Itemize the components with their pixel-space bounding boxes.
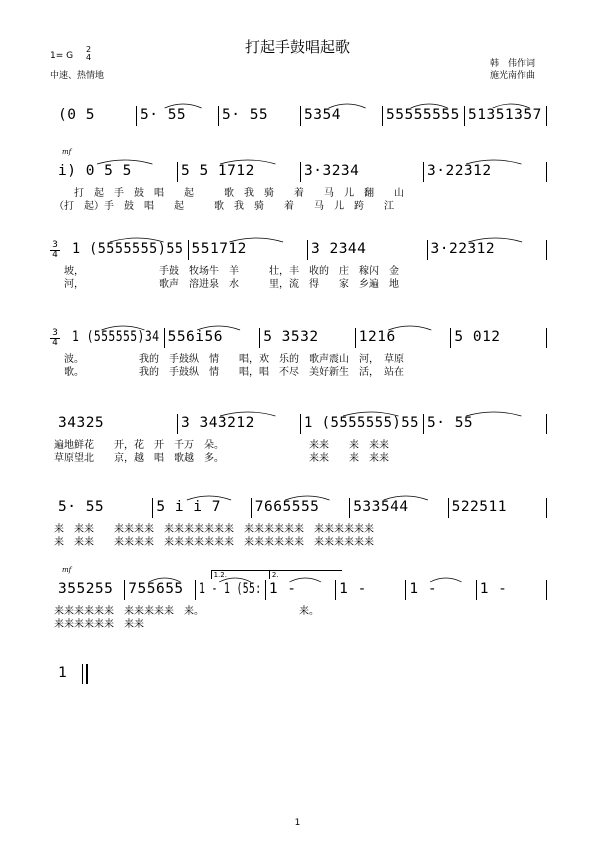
slur-marks [54,156,546,166]
score-system [54,238,546,298]
measure-notes: 755655 [128,581,184,597]
score-system [54,104,546,130]
lyric-line: 来来来来来来 来来来来来 来。 来。 [54,606,319,617]
slur [110,238,164,242]
slur [187,496,231,500]
measure-notes: 5354 [304,107,341,123]
slur [149,578,181,582]
barline [546,328,547,348]
page-number: 1 [294,818,301,828]
time-signature-bottom: 4 [52,338,58,348]
measure-notes: 5· 55 [222,107,269,123]
measure-notes: 5 i i 7 [156,499,221,515]
score-system [54,412,546,472]
barline [546,580,547,600]
measure-notes: 5 5 1712 [181,163,255,179]
time-signature [86,46,91,62]
measure-notes: 1 - [479,581,508,597]
slur [229,238,283,242]
slur [220,412,275,416]
measure-notes: 533544 [353,499,409,515]
measure-notes: 5· 55 [427,415,474,431]
measure-notes: 1 (5555555)55 [72,241,184,257]
lyric-line: 来 来来 来来来来 来来来来来来来 来来来来来来 来来来来来来 [54,524,374,535]
slur [388,326,431,330]
lyric-line: 波。 我的 手鼓纵 情 唱，欢 乐的 歌声震山 河， 草原 [54,354,404,365]
score-system [54,662,546,688]
composer-credit: 施光南作曲 [489,71,535,81]
slur [165,104,202,108]
slur [97,160,152,164]
lyricist-credit: 韩 伟作词 [489,59,535,69]
lyric-line: （打 起）手 鼓 唱 起 歌 我 骑 着 马 儿 跨 江 [54,201,394,212]
tempo-marking: 中速、热情地 [50,71,105,81]
lyric-line: 遍地鲜花 开，花 开 千万 朵。 来来 来 来来 [54,440,389,451]
measure-notes: 5 3532 [263,329,319,345]
measure-notes: 1 - [339,581,367,597]
score-system [54,496,546,556]
measure-notes: 3 2344 [311,241,367,257]
measure-notes: (0 5 [58,107,95,123]
slur [466,160,521,164]
slur-marks [54,234,546,244]
slur-marks [54,492,546,502]
measure-notes: 34325 [58,415,105,431]
slur [468,238,522,242]
score-system [54,148,546,220]
slur [430,578,462,582]
slur-marks [54,322,546,332]
volta-second-ending: 2. [269,570,342,579]
volta-first-ending: 1.2. [211,570,274,579]
lyric-line: 坡， 手鼓 牧场牛 羊 壮，丰 收的 庄 稼闪 金 [54,266,399,277]
measure-notes: 556i56 [167,329,223,345]
time-signature-top: 2 [86,45,92,54]
slur-marks [54,658,546,668]
measure-notes: 1216 [358,329,396,345]
dynamic-marking: mf [62,148,72,156]
measure-notes: 1 - [409,581,438,597]
slur [329,104,366,108]
score-system [54,326,546,386]
slur [289,578,321,582]
slur [101,326,144,330]
slur-marks [54,574,546,584]
measure-notes: 51351357 [468,107,542,123]
measure-notes: 1 (5555555)55 [304,415,419,431]
measure-notes: 3·22312 [430,241,496,257]
lyric-line: 草原望北 京，越 唱 歌越 多。 来来 来 来来 [54,453,389,464]
lyric-line: 来 来来 来来来来 来来来来来来来 来来来来来来 来来来来来来 [54,537,374,548]
measure-notes: 355255 [58,581,114,597]
measure-notes: 3·22312 [427,163,492,179]
slur-marks [54,100,546,110]
key-signature: 1= G [50,51,74,61]
measure-notes: 1 - [268,581,297,597]
measure-notes: 7665555 [254,499,320,515]
slur-marks [54,408,546,418]
barline [546,162,547,182]
slur [466,412,521,416]
slur [285,496,329,500]
barline [546,498,547,518]
measure-notes: 551712 [191,241,247,257]
time-signature-top: 3 [52,240,58,250]
measure-notes: 3 343212 [181,415,255,431]
measure-notes: 1 [58,665,68,681]
lyric-line: 歌。 我的 手鼓纵 情 唱，唱 不尽 美好新生 活， 站在 [54,367,404,378]
measure-notes: 5 012 [454,329,501,345]
slur [384,496,428,500]
measure-notes: 1 (555555)34 [72,329,160,345]
measure-notes: i) 0 5 5 [58,163,132,179]
slur [493,104,530,108]
song-title: 打起手鼓唱起歌 [244,38,350,56]
measure-notes: 3·3234 [304,163,360,179]
measure-notes: 5· 55 [140,107,187,123]
slur [219,578,251,582]
barline [546,240,547,260]
slur [411,104,448,108]
score-system [54,566,546,638]
time-signature-top: 3 [52,328,58,338]
time-signature-bottom: 4 [52,250,58,260]
measure-notes: 5· 55 [58,499,105,515]
slur [343,412,398,416]
measure-notes: 55555555 [386,107,460,123]
slur [197,326,240,330]
barline [546,414,547,434]
lyric-line: 打 起 手 鼓 唱 起 歌 我 骑 着 马 儿 翻 山 [54,188,404,199]
barline [546,106,547,126]
slur [220,160,275,164]
lyric-line: 来来来来来来 来来 [54,619,144,630]
dynamic-marking: mf [62,566,72,574]
time-signature-bottom: 4 [86,53,92,62]
lyric-line: 河， 歌声 溶进泉 水 里，流 得 家 乡遍 地 [54,279,399,290]
measure-notes: 1 - 1 (55: [198,581,262,597]
measure-notes: 522511 [451,499,507,515]
